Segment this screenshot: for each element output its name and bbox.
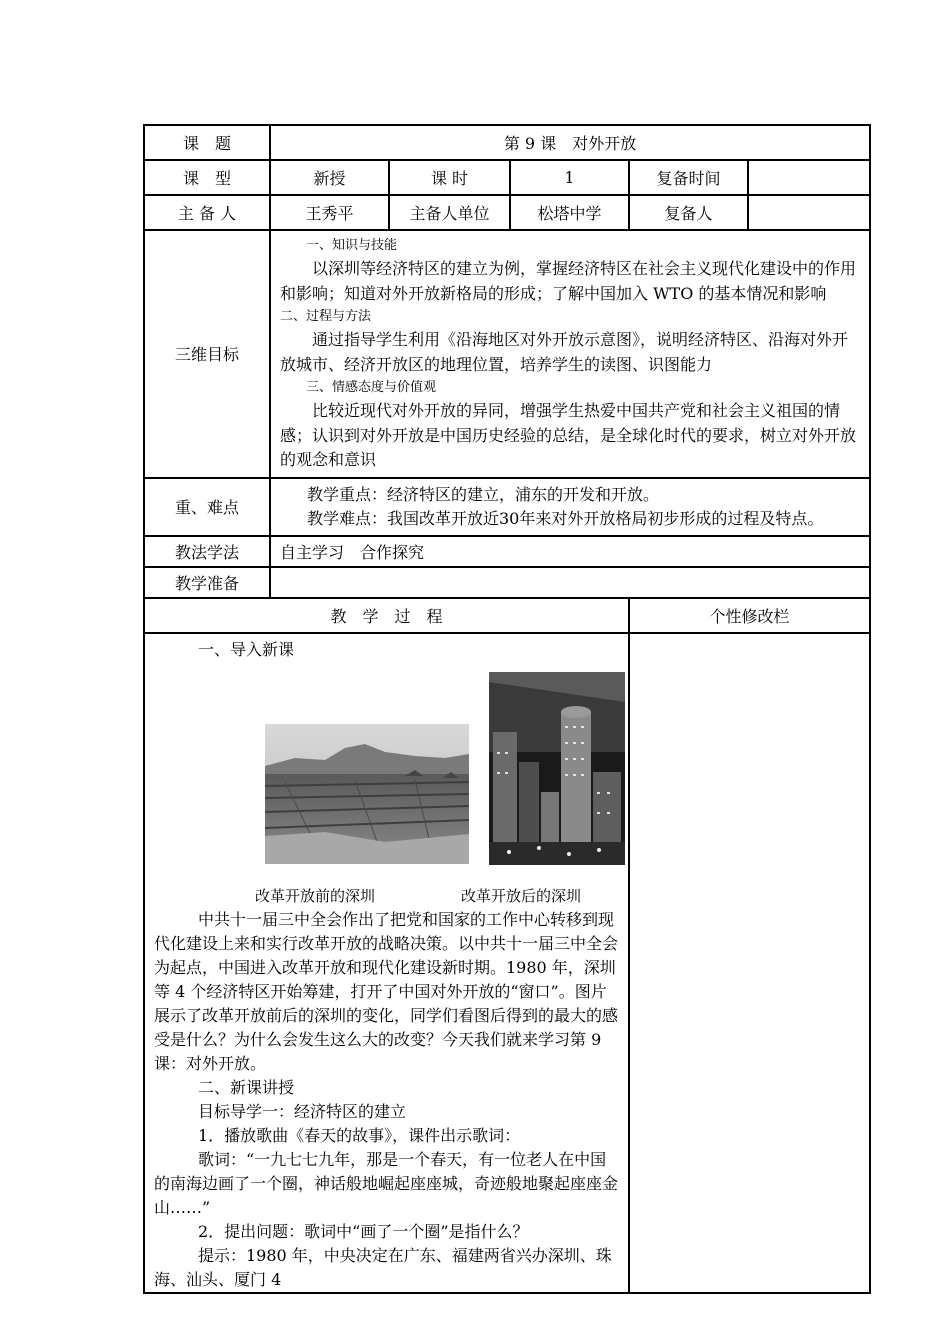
difficulty-content [270,478,870,536]
type-row [144,160,870,195]
knowledge-title: 一、知识与技能 [306,238,398,253]
notes-column [629,633,870,1293]
photo-captions [154,884,622,908]
preparer-value: 王秀平 [270,195,389,230]
caption-after: 改革开放后的深圳 [461,886,582,905]
reviewer-label: 复备人 [629,195,748,230]
key-point: 教学重点：经济特区的建立，浦东的开发和开放。 [307,484,660,504]
hours-label: 课 时 [389,160,510,195]
prep-row [144,567,870,598]
preparer-row [144,195,870,230]
step-1: 1．播放歌曲《春天的故事》，课件出示歌词： [198,1125,521,1145]
difficulty-row [144,478,870,536]
method-row [144,536,870,567]
goals-content [270,230,870,478]
hours-value: 1 [510,160,629,195]
topic-label: 课 题 [144,125,270,160]
knowledge-text: 以深圳等经济特区的建立为例，掌握经济特区在社会主义现代化建设中的作用和影响；知道对外开放新格局的形成；了解中国加入 WTO 的基本情况和影响 [280,259,857,303]
step-2: 2．提出问题：歌词中“画了一个圈”是指什么？ [198,1221,529,1241]
section-intro-title: 一、导入新课 [198,639,295,659]
reviewer-value [748,195,870,230]
process-header [144,598,629,633]
shenzhen-after-image [489,672,625,865]
process-row [144,633,870,1293]
process-header-text: 教 学 过 程 [330,606,443,626]
lesson-plan-table [143,124,871,1294]
emotion-title: 三、情感态度与价值观 [306,380,437,395]
target-1: 目标导学一：经济特区的建立 [198,1101,407,1121]
notes-header: 个性修改栏 [629,598,870,633]
prep-value [270,567,870,598]
hint: 提示：1980 年，中央决定在广东、福建两省兴办深圳、珠海、汕头、厦门 4 [154,1245,612,1289]
section-new-title: 二、新课讲授 [198,1077,295,1097]
hard-point: 教学难点：我国改革开放近30年来对外开放格局初步形成的过程及特点。 [307,508,824,528]
method-value: 自主学习 合作探究 [270,536,870,567]
lesson-content [144,633,629,1293]
photo-area [154,662,622,884]
intro-paragraph: 中共十一届三中全会作出了把党和国家的工作中心转移到现代化建设上来和实行改革开放的战略决策。以中共十一届三中全会为起点，中国进入改革开放和现代化建设新时期。1980 年，深圳等 4 个经济特区开始筹建，打开了中国对外开放的“窗口”。图片展示了改革开放前后的深圳的变化，同学们看图后得到的最大的感受是什么？为什么会发生这么大的改变？今天我们就来学习第 9 课：对外开放。 [154,909,619,1073]
shenzhen-before-image [265,724,469,864]
review-time-label: 复备时间 [629,160,748,195]
difficulty-label: 重、难点 [144,478,270,536]
preparer-label: 主 备 人 [144,195,270,230]
topic-value: 第 9 课 对外开放 [270,125,870,160]
review-time-value [748,160,870,195]
process-text: 通过指导学生利用《沿海地区对外开放示意图》，说明经济特区、沿海对外开放城市、经济开放区的地理位置，培养学生的读图、识图能力 [280,330,849,374]
emotion-text: 比较近现代对外开放的异同，增强学生热爱中国共产党和社会主义祖国的情感；认识到对外开放是中国历史经验的总结，是全球化时代的要求，树立对外开放的观念和意识 [280,401,857,469]
process-header-row [144,598,870,633]
process-title: 二、过程与方法 [280,309,372,324]
caption-before: 改革开放前的深圳 [255,886,376,905]
prep-label: 教学准备 [144,567,270,598]
goals-row [144,230,870,478]
lesson-plan-page [143,124,869,1294]
topic-row [144,125,870,160]
unit-label: 主备人单位 [389,195,510,230]
unit-value: 松塔中学 [510,195,629,230]
goals-label: 三维目标 [144,230,270,478]
type-label: 课 型 [144,160,270,195]
method-label: 教法学法 [144,536,270,567]
lyrics: 歌词：“一九七七九年，那是一个春天，有一位老人在中国的南海边画了一个圈，神话般地崛起座座城，奇迹般地聚起座座金山……” [154,1149,619,1217]
type-value: 新授 [270,160,389,195]
